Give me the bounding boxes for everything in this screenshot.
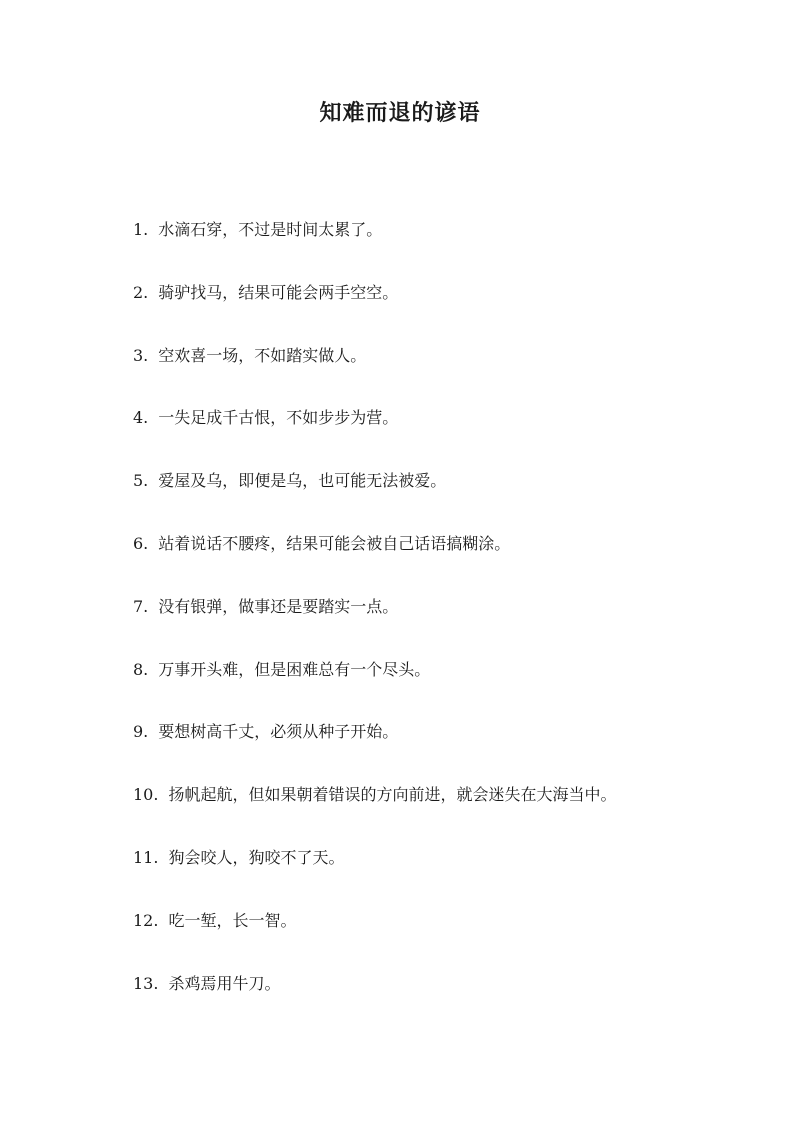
list-item bbox=[133, 404, 773, 467]
item-text: 骑驴找马，结果可能会两手空空。 bbox=[158, 282, 399, 302]
item-text: 要想树高千丈，必须从种子开始。 bbox=[158, 722, 399, 742]
proverb-list bbox=[133, 216, 773, 1032]
item-number: 8. bbox=[133, 659, 149, 679]
list-item bbox=[133, 342, 773, 405]
list-item bbox=[133, 656, 773, 719]
item-text: 空欢喜一场，不如踏实做人。 bbox=[158, 345, 367, 365]
page-title: 知难而退的谚语 bbox=[319, 100, 481, 126]
item-number: 12. bbox=[133, 910, 159, 930]
item-number: 7. bbox=[133, 596, 149, 616]
item-number: 1. bbox=[133, 220, 149, 239]
item-number: 2. bbox=[133, 282, 149, 302]
item-number: 6. bbox=[133, 533, 149, 553]
item-text: 爱屋及乌，即便是乌，也可能无法被爱。 bbox=[158, 471, 447, 491]
list-item bbox=[133, 216, 773, 279]
list-item bbox=[133, 530, 773, 593]
item-text: 水滴石穿，不过是时间太累了。 bbox=[158, 220, 383, 239]
item-text: 没有银弹，做事还是要踏实一点。 bbox=[158, 596, 399, 616]
item-text: 吃一堑，长一智。 bbox=[168, 910, 297, 930]
list-item bbox=[133, 781, 773, 844]
item-text: 站着说话不腰疼，结果可能会被自己话语搞糊涂。 bbox=[158, 533, 511, 553]
list-item bbox=[133, 718, 773, 781]
item-text: 一失足成千古恨，不如步步为营。 bbox=[158, 408, 399, 428]
item-text: 杀鸡焉用牛刀。 bbox=[168, 973, 281, 993]
list-item bbox=[133, 593, 773, 656]
item-number: 3. bbox=[133, 345, 149, 365]
list-item bbox=[133, 279, 773, 342]
item-number: 5. bbox=[133, 471, 149, 491]
item-text: 万事开头难，但是困难总有一个尽头。 bbox=[158, 659, 431, 679]
item-text: 扬帆起航，但如果朝着错误的方向前进，就会迷失在大海当中。 bbox=[168, 785, 617, 805]
item-number: 4. bbox=[133, 408, 149, 428]
list-item bbox=[133, 844, 773, 907]
item-text: 狗会咬人，狗咬不了天。 bbox=[168, 847, 345, 867]
list-item bbox=[133, 970, 773, 1033]
item-number: 10. bbox=[133, 785, 159, 805]
item-number: 11. bbox=[133, 847, 159, 867]
item-number: 9. bbox=[133, 722, 149, 742]
list-item bbox=[133, 467, 773, 530]
item-number: 13. bbox=[133, 973, 159, 993]
list-item bbox=[133, 907, 773, 970]
